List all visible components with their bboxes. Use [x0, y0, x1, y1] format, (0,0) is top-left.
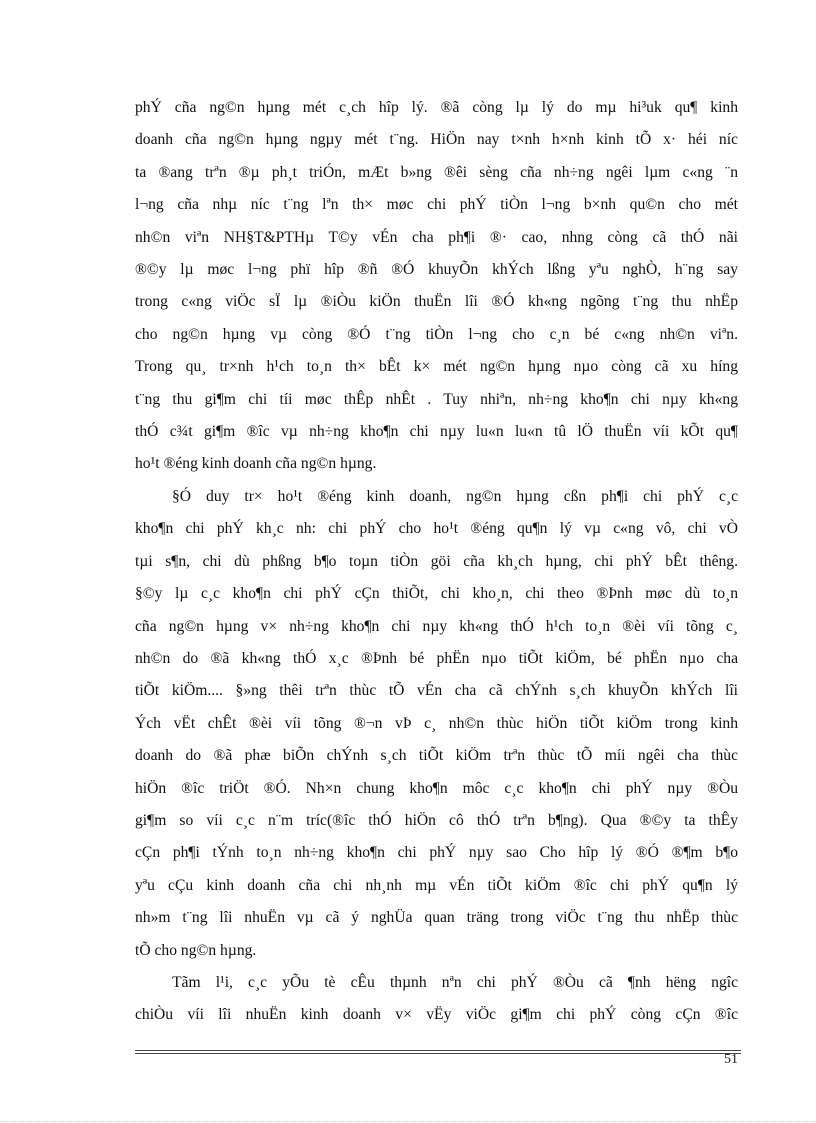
text-line: chiÒu víi lîi nhuËn kinh doanh v× vËy viÖc gi¶m chi phÝ còng cÇn ®îc [135, 1006, 738, 1024]
text-line: tÕ cho ng©n hµng. [135, 941, 257, 959]
text-line: ho¹t ®éng kinh doanh cña ng©n hµng. [135, 455, 377, 473]
text-line: doanh do ®ã phæ biÕn chÝnh s¸ch tiÕt kiÖm trªn thùc tÕ míi ngêi cha thùc [135, 747, 738, 765]
text-line: nh»m t¨ng lîi nhuËn vµ cã ý nghÜa quan träng trong viÖc t¨ng thu nhËp thùc [135, 909, 738, 927]
text-line: thÓ c¾t gi¶m ®îc vµ nh÷ng kho¶n chi nµy lu«n lu«n tû lÖ thuËn víi kÕt qu¶ [135, 423, 738, 441]
footer-rule-top [135, 1050, 741, 1051]
text-line: gi¶m so víi c¸c n¨m tríc(®îc thÓ hiÖn cô thÓ trªn b¶ng). Qua ®©y ta thÊy [135, 811, 738, 829]
text-line: l¬ng cña nhµ níc t¨ng lªn th× møc chi phÝ tiÒn l¬ng b×nh qu©n cho mét [135, 196, 738, 214]
text-line: cho ng©n hµng vµ còng ®Ó t¨ng tiÒn l¬ng cho c¸n bé c«ng nh©n viªn. [135, 325, 738, 343]
text-line: Tãm l¹i, c¸c yÕu tè cÊu thµnh nªn chi phÝ ®Òu cã ¶nh hëng ngîc [172, 973, 738, 991]
text-line: doanh cña ng©n hµng ngµy mét t¨ng. HiÖn nay t×nh h×nh kinh tÕ x· héi níc [135, 131, 738, 149]
text-line: tµi s¶n, chi dù phßng b¶o toµn tiÒn göi cña kh¸ch hµng, chi phÝ bÊt thêng. [135, 552, 738, 570]
text-line: hiÖn ®îc triÖt ®Ó. Nh×n chung kho¶n môc c¸c kho¶n chi phÝ nµy ®Òu [135, 779, 738, 797]
text-line: §©y lµ c¸c kho¶n chi phÝ cÇn thiÕt, chi kho¸n, chi theo ®Þnh møc dù to¸n [135, 585, 738, 603]
body-text [135, 92, 738, 1032]
text-line: yªu cÇu kinh doanh cña chi nh¸nh mµ vÉn tiÕt kiÖm ®îc chi phÝ qu¶n lý [135, 876, 738, 894]
text-line: ta ®ang trªn ®µ ph¸t triÓn, mÆt b»ng ®êi sèng cña nh÷ng ngêi lµm c«ng ¨n [135, 163, 738, 181]
page-number: 51 [724, 1052, 738, 1067]
text-line: nh©n viªn NH§T&PTHµ T©y vÉn cha ph¶i ®· cao, nhng còng cã thÓ nãi [135, 228, 738, 246]
text-line: tiÕt kiÖm.... §»ng thêi trªn thùc tÕ vÉn cha cã chÝnh s¸ch khuyÕn khÝch lîi [135, 682, 738, 700]
text-line: cÇn ph¶i tÝnh to¸n nh÷ng kho¶n chi phÝ nµy sao Cho hîp lý ®Ó ®¶m b¶o [135, 844, 738, 862]
text-line: phÝ cña ng©n hµng mét c¸ch hîp lý. ®ã còng lµ lý do mµ hi³uk qu¶ kinh [135, 99, 738, 116]
text-line: trong c«ng viÖc sÏ lµ ®iÒu kiÖn thuËn lîi ®Ó kh«ng ngõng t¨ng thu nhËp [135, 293, 738, 311]
text-line: Trong qu¸ tr×nh h¹ch to¸n th× bÊt k× mét ng©n hµng nµo còng cã xu híng [135, 358, 738, 376]
text-line: cña ng©n hµng v× nh÷ng kho¶n chi nµy kh«ng thÓ h¹ch to¸n ®èi víi tõng c¸ [135, 617, 738, 635]
text-line: §Ó duy tr× ho¹t ®éng kinh doanh, ng©n hµng cßn ph¶i chi phÝ c¸c [172, 487, 738, 505]
text-line: ®©y lµ møc l¬ng phï hîp ®ñ ®Ó khuyÕn khÝch lßng yªu nghÒ, h¨ng say [135, 261, 738, 279]
text-line: kho¶n chi phÝ kh¸c nh: chi phÝ cho ho¹t ®éng qu¶n lý vµ c«ng vô, chi vÒ [135, 520, 738, 538]
page-edge-divider [0, 1121, 816, 1122]
text-line: nh©n do ®ã kh«ng thÓ x¸c ®Þnh bé phËn nµo tiÕt kiÖm, bé phËn nµo cha [135, 649, 738, 667]
text-line: Ých vËt chÊt ®èi víi tõng ®¬n vÞ c¸ nh©n thùc hiÖn tiÕt kiÖm trong kinh [135, 714, 738, 732]
footer-rule-bottom [135, 1053, 741, 1054]
text-line: t¨ng thu gi¶m chi tíi møc thÊp nhÊt . Tuy nhiªn, nh÷ng kho¶n chi nµy kh«ng [135, 390, 738, 408]
